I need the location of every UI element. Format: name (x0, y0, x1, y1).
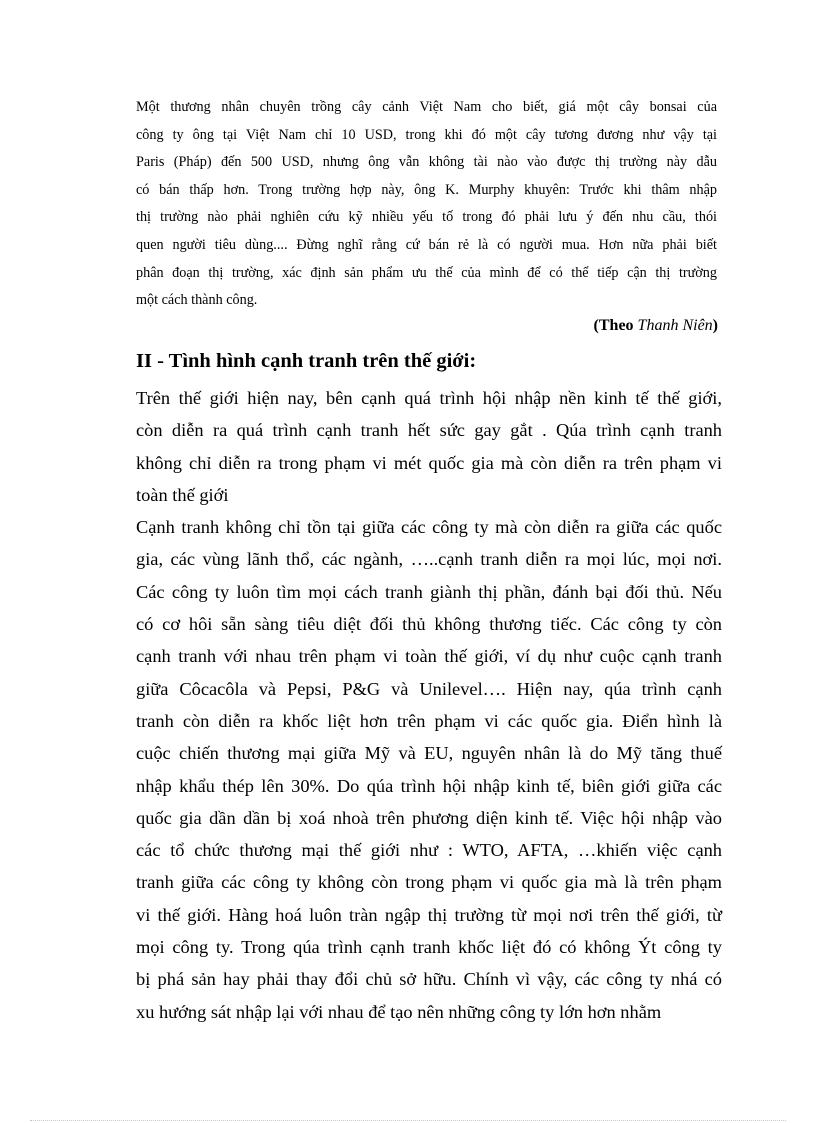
body-line: Trên thế giới hiện nay, bên cạnh quá trình hội nhập nền kinh tế thế giới, (136, 388, 722, 408)
body-line: Cạnh tranh không chỉ tồn tại giữa các công ty mà còn diễn ra giữa các quốc (136, 517, 722, 538)
quote-source (594, 314, 718, 338)
page-bottom-rule (30, 1120, 786, 1121)
section-heading: II - Tình hình cạnh tranh trên thế giới: (136, 350, 477, 372)
body-line: cuộc chiến thương mại giữa Mỹ và EU, nguyên nhân là do Mỹ tăng thuế (136, 743, 722, 764)
body-line: Các công ty luôn tìm mọi cách tranh giành thị phần, đánh bại đối thủ. Nếu (136, 581, 722, 602)
body-line: tranh còn diễn ra khốc liệt hơn trên phạm vi các quốc gia. Điển hình là (136, 710, 722, 731)
quote-line: quen người tiêu dùng.... Đừng nghĩ rằng cứ bán rẻ là có người mua. Hơn nữa phải biết (136, 236, 717, 253)
quote-paragraph (136, 94, 717, 315)
body-line: xu hướng sát nhập lại với nhau để tạo nên những công ty lớn hơn nhằm (136, 1001, 662, 1022)
source-suffix: ) (712, 317, 718, 334)
body-line: mọi công ty. Trong qúa trình cạnh tranh khốc liệt đó có không Ýt công ty (136, 937, 722, 958)
quote-line: có bán thấp hơn. Trong trường hợp này, ông K. Murphy khuyên: Trước khi thâm nhập (136, 181, 717, 198)
body-line: các tổ chức thương mại thế giới như : WTO, AFTA, …khiến việc cạnh (136, 840, 722, 861)
body-line: không chỉ diễn ra trong phạm vi mét quốc gia mà còn diễn ra trên phạm vi (136, 452, 722, 473)
source-prefix: (Theo (593, 317, 638, 334)
body-line: toàn thế giới (136, 484, 229, 505)
body-line: gia, các vùng lãnh thổ, các ngành, …..cạnh tranh diễn ra mọi lúc, mọi nơi. (136, 549, 722, 570)
body-line: tranh giữa các công ty không còn trong phạm vi quốc gia mà là trên phạm (136, 872, 722, 893)
body-line: có cơ hôi sẵn sàng tiêu diệt đối thủ không thương tiếc. Các công ty còn (136, 614, 722, 635)
body-line: còn diễn ra quá trình cạnh tranh hết sức gay gắt . Qúa trình cạnh tranh (136, 420, 722, 441)
body-line: quốc gia dần dần bị xoá nhoà trên phương diện kinh tế. Việc hội nhập vào (136, 807, 722, 828)
body-line: nhập khẩu thép lên 30%. Do qúa trình hội nhập kinh tế, biên giới giữa các (136, 775, 722, 796)
source-name: Thanh Niên (637, 317, 713, 334)
body-line: vi thế giới. Hàng hoá luôn tràn ngập thị trường từ mọi nơi trên thế giới, từ (136, 904, 722, 925)
quote-line: công ty ông tại Việt Nam chỉ 10 USD, trong khi đó một cây tương đương như vậy tại (136, 126, 717, 143)
quote-line: phân đoạn thị trường, xác định sản phẩm ưu thế của mình để có thể tiếp cận thị trường (136, 264, 717, 281)
body-text (136, 382, 722, 1028)
body-line: bị phá sản hay phải thay đổi chủ sở hữu. Chính vì vậy, các công ty nhá có (136, 969, 722, 990)
quote-line: thị trường nào phải nghiên cứu kỹ nhiều yếu tố trong đó phải lưu ý đến nhu cầu, thói (136, 209, 717, 226)
body-line: cạnh tranh với nhau trên phạm vi toàn thế giới, ví dụ như cuộc cạnh tranh (136, 646, 722, 667)
body-line: giữa Côcacôla và Pepsi, P&G và Unilevel…. Hiện nay, qúa trình cạnh (136, 678, 722, 699)
quote-line: Một thương nhân chuyên trồng cây cảnh Việt Nam cho biết, giá một cây bonsai của (136, 99, 717, 115)
quote-line: một cách thành công. (136, 292, 258, 309)
quote-line: Paris (Pháp) đến 500 USD, nhưng ông vẫn không tài nào vào được thị trường này dẫu (136, 154, 717, 171)
